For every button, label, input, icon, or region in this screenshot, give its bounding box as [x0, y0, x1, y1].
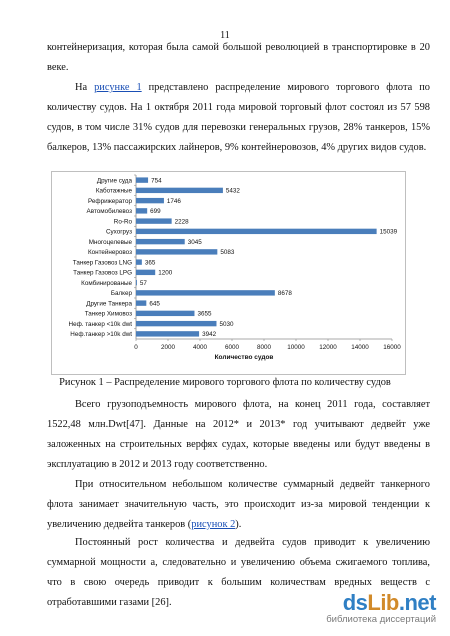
x-tick-label: 8000	[256, 344, 272, 351]
figure-1-link[interactable]: рисунке 1	[94, 82, 142, 93]
data-label: 57	[139, 279, 147, 287]
category-label: Комбинированые	[81, 279, 132, 287]
category-label: Рефрижератор	[87, 197, 132, 205]
category-label: Контейнеровоз	[87, 249, 132, 257]
paragraph-fleet-pre: На	[75, 82, 88, 93]
data-label: 754	[151, 177, 162, 185]
data-label: 645	[149, 300, 160, 308]
x-tick-label: 4000	[192, 344, 208, 351]
figure-caption: Рисунок 1 – Распределение мирового торгового флота по количеству судов	[59, 377, 391, 388]
x-tick-label: 14000	[351, 344, 369, 351]
paragraph-intro-text: контейнеризация, которая была самой большой революцией в транспортировке в 20 веке.	[47, 42, 430, 73]
page-number: 11	[220, 30, 230, 41]
figure-2-link[interactable]: рисунок 2	[191, 519, 236, 530]
category-label: Другие суда	[96, 177, 132, 185]
data-label: 365	[144, 259, 156, 267]
paragraph-intro	[47, 38, 430, 78]
watermark-subtitle: библиотека диссертаций	[326, 614, 436, 625]
paragraph-fleet	[47, 78, 430, 158]
x-tick-label: 0	[134, 344, 138, 351]
fleet-bar-chart	[51, 171, 406, 375]
category-label: Танкер Химовоз	[84, 310, 132, 318]
paragraph-deadweight-text: Всего грузоподъемность мирового флота, на конец 2011 года, составляет 1522,48 млн.Dwt[47]. Данные на 2012* и 2013* год учитывают дедвейт уже заложенных на строительных верфях судах, которые введены или будут введены в эксплуатацию в 2012 и 2013 году соответственно.	[47, 399, 430, 470]
paragraph-tanker-pre: При относительном небольшом количестве суммарный дедвейт танкерного флота занимает значительную часть, это происходит из-за мировой тенденции к увеличению дедвейта танкеров (	[47, 479, 430, 530]
data-label: 3942	[202, 331, 217, 339]
data-label: 5083	[220, 249, 235, 257]
category-label: Автомобилевоз	[86, 208, 132, 216]
category-label: Ro-Ro	[113, 218, 132, 226]
category-label: Танкер Газовоз LPG	[73, 269, 132, 277]
x-tick-label: 6000	[224, 344, 240, 351]
category-label: Сухогруз	[105, 228, 132, 236]
data-label: 2228	[174, 218, 189, 226]
category-label: Неф.танкер >10k dwt	[70, 331, 132, 339]
category-label: Балкер	[110, 290, 132, 298]
data-label: 8678	[277, 290, 292, 298]
data-label: 3045	[187, 238, 202, 246]
paragraph-fleet-post: представлено распределение мирового торгового флота по количеству судов. На 1 октября 2011 года мировой торговый флот состоял из 57 598 судов, в том числе 31% судов для перевозки генеральных грузов, 28% танкеров, 15% балкеров, 13% пассажирских лайнеров, 9% контейнеровозов, 4% других видов судов.	[47, 82, 430, 153]
watermark-logo-ds: ds	[342, 590, 368, 615]
x-tick-label: 12000	[319, 344, 337, 351]
category-label: Многоцелевые	[88, 238, 132, 246]
category-label: Каботажные	[95, 187, 132, 195]
data-label: 1200	[158, 269, 173, 277]
data-label: 1746	[166, 197, 181, 205]
x-tick-label: 16000	[383, 344, 401, 351]
category-label: Танкер Газовоз LNG	[72, 259, 132, 267]
watermark-logo-net: .net	[398, 590, 436, 615]
watermark-logo	[343, 590, 436, 616]
paragraph-tanker-post: ).	[235, 519, 242, 530]
category-label: Неф. танкер <10k dwt	[68, 320, 132, 328]
x-tick-label: 10000	[287, 344, 305, 351]
data-label: 5432	[225, 187, 240, 195]
x-axis-title: Количество судов	[214, 354, 274, 361]
data-label: 699	[150, 208, 161, 216]
data-label: 5030	[219, 320, 234, 328]
watermark-logo-lib: Lib	[367, 590, 399, 615]
paragraph-tanker	[47, 475, 430, 535]
x-tick-label: 2000	[160, 344, 176, 351]
data-label: 15039	[379, 228, 398, 236]
watermark	[306, 590, 436, 628]
paragraph-deadweight	[47, 395, 430, 475]
chart-frame	[51, 171, 406, 375]
paragraph-emissions-text: Постоянный рост количества и дедвейта судов приводит к увеличению суммарной мощности а, следовательно и увеличению объема сжигаемого топлива, что в свою очередь приводит к большим количествам вредных веществ с отработавшими газами [26].	[47, 537, 430, 608]
category-label: Другие Танкера	[86, 300, 132, 308]
data-label: 3655	[197, 310, 212, 318]
